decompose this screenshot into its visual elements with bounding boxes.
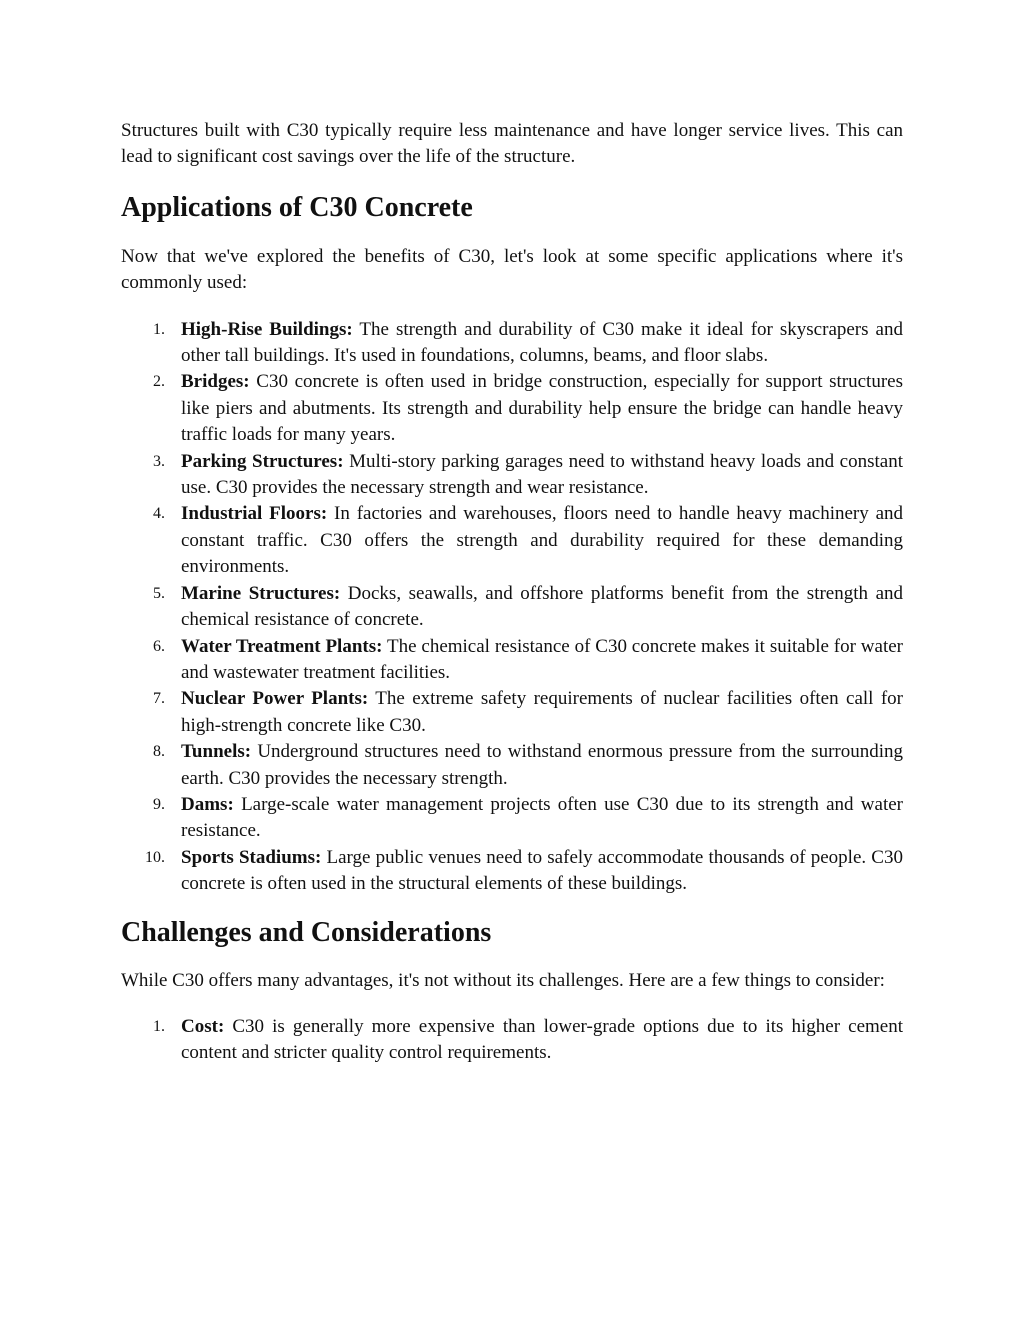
- applications-heading: Applications of C30 Concrete: [121, 191, 473, 223]
- challenges-lead-paragraph: While C30 offers many advantages, it's not without its challenges. Here are a few things to consider:: [121, 969, 885, 991]
- list-item-text: Large public venues need to safely accommodate thousands of people. C30 concrete is often used in the structural elements of these buildings.: [181, 846, 903, 895]
- list-item-number: 10.: [145, 848, 165, 866]
- list-item-term: Tunnels:: [181, 741, 252, 763]
- list-item: [121, 845, 903, 898]
- list-item: [121, 1014, 903, 1067]
- list-item: [121, 739, 903, 792]
- list-item-term: Parking Structures:: [181, 450, 344, 472]
- list-item-term: Dams:: [181, 793, 234, 815]
- list-item: [121, 581, 903, 634]
- list-item-number: 5.: [153, 584, 165, 602]
- list-item-number: 4.: [153, 505, 165, 523]
- list-item: [121, 634, 903, 687]
- list-item-text: The extreme safety requirements of nuclear facilities often call for high-strength concrete like C30.: [181, 688, 903, 736]
- challenges-list: [121, 1014, 903, 1067]
- list-item: [121, 369, 903, 448]
- list-item-term: High-Rise Buildings:: [181, 318, 353, 340]
- list-item-text: The strength and durability of C30 make it ideal for skyscrapers and other tall buildings. It's used in foundations, columns, beams, and floor slabs.: [181, 318, 903, 367]
- intro-paragraph: Structures built with C30 typically require less maintenance and have longer service lives. This can lead to significant cost savings over the life of the structure.: [121, 120, 903, 168]
- list-item: [121, 792, 903, 845]
- list-item-text: In factories and warehouses, floors need to handle heavy machinery and constant traffic. C30 offers the strength and durability required for these demanding environments.: [181, 503, 904, 578]
- list-item-text: Large-scale water management projects often use C30 due to its strength and water resistance.: [181, 793, 903, 842]
- list-item: [121, 317, 903, 370]
- applications-lead-paragraph: Now that we've explored the benefits of C30, let's look at some specific applications where it's commonly used:: [121, 245, 903, 294]
- list-item-number: 2.: [153, 373, 165, 391]
- list-item-number: 1.: [153, 320, 165, 338]
- list-item: [121, 501, 903, 580]
- list-item-term: Nuclear Power Plants:: [181, 688, 369, 710]
- list-item-number: 6.: [153, 637, 165, 655]
- document-page: [121, 118, 903, 1067]
- challenges-heading: Challenges and Considerations: [121, 916, 492, 948]
- list-item: [121, 686, 903, 739]
- list-item-term: Bridges:: [181, 371, 250, 393]
- list-item-number: 3.: [153, 452, 165, 470]
- list-item-text: Multi-story parking garages need to withstand heavy loads and constant use. C30 provides the necessary strength and wear resistance.: [181, 450, 903, 499]
- list-item-number: 8.: [153, 743, 165, 761]
- list-item-term: Sports Stadiums:: [181, 846, 322, 868]
- list-item-text: C30 concrete is often used in bridge construction, especially for support structures like piers and abutments. Its strength and durability help ensure the bridge can handle heavy traffic loads for many years.: [181, 371, 903, 446]
- list-item-text: C30 is generally more expensive than lower-grade options due to its higher cement content and stricter quality control requirements.: [181, 1015, 904, 1064]
- list-item: [121, 449, 903, 502]
- list-item-term: Water Treatment Plants:: [181, 635, 383, 657]
- list-item-number: 1.: [153, 1017, 165, 1035]
- list-item-term: Industrial Floors:: [181, 503, 328, 525]
- list-item-term: Marine Structures:: [181, 582, 341, 604]
- list-item-text: The chemical resistance of C30 concrete makes it suitable for water and wastewater treatment facilities.: [181, 635, 903, 683]
- list-item-number: 9.: [153, 795, 165, 813]
- list-item-number: 7.: [153, 690, 165, 708]
- list-item-term: Cost:: [181, 1015, 225, 1037]
- list-item-text: Underground structures need to withstand enormous pressure from the surrounding earth. C30 provides the necessary strength.: [181, 741, 904, 789]
- list-item-text: Docks, seawalls, and offshore platforms benefit from the strength and chemical resistance of concrete.: [181, 582, 904, 631]
- applications-list: [121, 317, 903, 898]
